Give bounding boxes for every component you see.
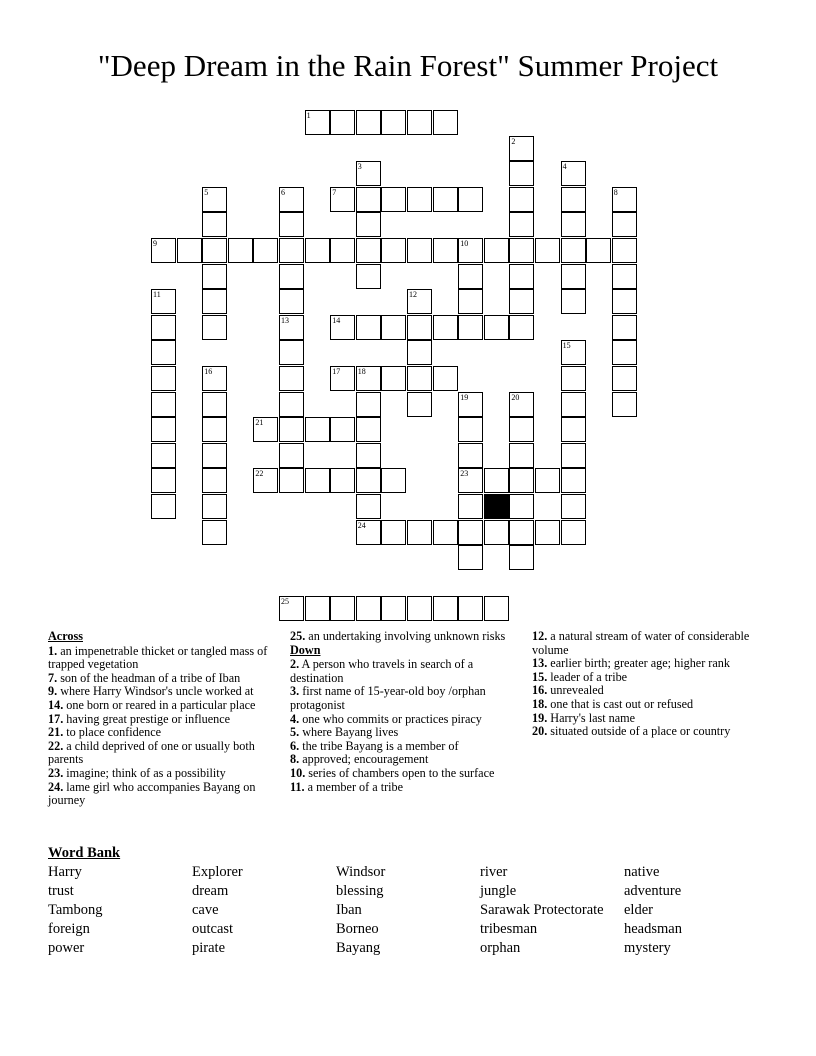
grid-cell[interactable] [356, 520, 381, 545]
clue-number: 15 [562, 341, 571, 351]
grid-cell[interactable] [279, 417, 304, 442]
clue-item-text: to place confidence [63, 725, 162, 740]
clue-item [290, 658, 518, 685]
clue-number: 17 [332, 367, 341, 376]
grid-cell[interactable] [509, 468, 534, 493]
grid-cell[interactable] [330, 315, 355, 340]
grid-cell[interactable] [612, 315, 637, 340]
grid-cell[interactable] [381, 315, 406, 340]
grid-cell[interactable] [561, 417, 586, 442]
grid-cell[interactable] [612, 340, 637, 365]
grid-cell[interactable] [561, 443, 586, 468]
clue-item-number: 5. [290, 725, 300, 740]
clue-item-number: 21. [48, 725, 64, 740]
grid-cell[interactable] [253, 417, 278, 442]
grid-cell[interactable] [305, 417, 330, 442]
grid-cell[interactable] [407, 187, 432, 212]
clue-item [48, 767, 276, 781]
clue-number: 1 [306, 111, 311, 120]
clue-number: 3 [357, 162, 362, 172]
grid-cell[interactable] [202, 468, 227, 493]
grid-cell[interactable] [202, 315, 227, 340]
clue-item-number: 9. [48, 684, 58, 699]
clue-item-number: 7. [48, 670, 58, 685]
word-bank-word: river [480, 864, 508, 880]
grid-cell[interactable] [202, 417, 227, 442]
grid-cell[interactable] [612, 238, 637, 263]
grid-cell[interactable] [433, 187, 458, 212]
word-bank-title: Word Bank [48, 845, 121, 861]
clue-item-text: one who commits or practices piracy [299, 711, 482, 726]
grid-cell[interactable] [407, 340, 432, 365]
grid-cell[interactable] [305, 468, 330, 493]
clue-item [532, 671, 760, 685]
clue-item-text: Harry's last name [547, 710, 636, 725]
grid-cell[interactable] [458, 443, 483, 468]
grid-cell[interactable] [151, 366, 176, 391]
grid-cell[interactable] [279, 212, 304, 237]
clue-number: 10 [460, 239, 469, 248]
grid-cell[interactable] [509, 494, 534, 519]
grid-cell[interactable] [535, 520, 560, 545]
clue-item [290, 781, 518, 795]
grid-cell[interactable] [458, 545, 483, 570]
grid-cell[interactable] [330, 110, 355, 135]
clue-item [48, 685, 276, 699]
word-bank-word: Explorer [192, 864, 243, 880]
grid-cell[interactable] [330, 366, 355, 391]
grid-cell[interactable] [202, 289, 227, 314]
clue-number: 4 [562, 162, 567, 172]
grid-cell[interactable] [509, 136, 534, 161]
clue-item-number: 4. [290, 711, 300, 726]
grid-cell[interactable] [330, 187, 355, 212]
clues-column-3 [532, 630, 760, 739]
clue-item-number: 23. [48, 765, 64, 780]
word-bank-word: Borneo [336, 921, 379, 937]
grid-cell[interactable] [381, 110, 406, 135]
grid-cell[interactable] [202, 212, 227, 237]
clue-item-number: 25. [290, 629, 306, 643]
clue-item-number: 16. [532, 683, 548, 698]
clue-item-text: a natural stream of water of considerable volume [532, 629, 750, 657]
grid-cell[interactable] [612, 212, 637, 237]
grid-cell[interactable] [279, 315, 304, 340]
clue-number: 14 [332, 315, 341, 325]
clue-item-number: 6. [290, 738, 300, 753]
word-bank-word: Harry [48, 864, 82, 880]
grid-cell[interactable] [509, 520, 534, 545]
grid-cell[interactable] [330, 596, 355, 621]
clue-item-text: lame girl who accompanies Bayang on journey [48, 779, 256, 808]
clue-number: 8 [613, 187, 618, 197]
grid-cell[interactable] [356, 443, 381, 468]
grid-cell[interactable] [433, 596, 458, 621]
clue-item [48, 781, 276, 808]
clue-item [290, 685, 518, 712]
clue-number: 9 [153, 239, 157, 248]
clues-column-2 [290, 630, 518, 794]
grid-cell[interactable] [151, 443, 176, 468]
clue-item [290, 740, 518, 754]
grid-cell[interactable] [356, 212, 381, 237]
grid-cell[interactable] [561, 340, 586, 365]
word-bank-word: Iban [336, 902, 362, 918]
grid-cell[interactable] [407, 110, 432, 135]
clue-item-number: 22. [48, 738, 64, 753]
clue-item [532, 712, 760, 726]
grid-cell[interactable] [433, 315, 458, 340]
clue-item-number: 19. [532, 710, 548, 725]
clue-item-text: an impenetrable thicket or tangled mass of trapped vegetation [48, 643, 268, 672]
grid-cell[interactable] [330, 238, 355, 263]
clue-item-text: earlier birth; greater age; higher rank [547, 656, 730, 671]
clue-item-text: the tribe Bayang is a member of [299, 738, 459, 753]
grid-cell[interactable] [407, 596, 432, 621]
grid-cell[interactable] [612, 187, 637, 212]
grid-cell[interactable] [509, 289, 534, 314]
word-bank-word: power [48, 940, 85, 956]
grid-cell[interactable] [561, 161, 586, 186]
grid-cell[interactable] [561, 264, 586, 289]
clue-item-number: 2. [290, 657, 300, 672]
grid-cell[interactable] [330, 417, 355, 442]
clue-item-number: 12. [532, 629, 548, 643]
grid-cell[interactable] [330, 468, 355, 493]
clue-item-number: 20. [532, 724, 548, 739]
grid-cell[interactable] [561, 187, 586, 212]
grid-cell[interactable] [202, 238, 227, 263]
clue-item [532, 657, 760, 671]
clue-item [48, 699, 276, 713]
clue-number: 22 [255, 469, 264, 479]
grid-cell[interactable] [509, 443, 534, 468]
grid-cell[interactable] [202, 520, 227, 545]
grid-cell[interactable] [407, 289, 432, 314]
grid-cell[interactable] [279, 264, 304, 289]
grid-cell[interactable] [356, 596, 381, 621]
grid-cell[interactable] [202, 443, 227, 468]
word-bank-word: Sarawak Protectorate [480, 902, 604, 918]
grid-cell[interactable] [356, 468, 381, 493]
grid-cell[interactable] [561, 468, 586, 493]
clue-number: 2 [511, 136, 516, 146]
grid-cell[interactable] [407, 392, 432, 417]
grid-cell[interactable] [433, 110, 458, 135]
word-bank-word: dream [192, 883, 229, 899]
grid-cell[interactable] [381, 468, 406, 493]
word-bank-word: adventure [624, 883, 682, 899]
grid-cell[interactable] [509, 187, 534, 212]
clue-number: 24 [357, 520, 366, 530]
grid-cell[interactable] [356, 161, 381, 186]
grid-cell[interactable] [151, 340, 176, 365]
grid-cell[interactable] [407, 315, 432, 340]
clue-item-text: one born or reared in a particular place [63, 697, 256, 712]
grid-cell[interactable] [407, 520, 432, 545]
grid-cell[interactable] [561, 366, 586, 391]
clue-item-text: series of chambers open to the surface [305, 765, 495, 780]
word-bank-word: trust [48, 883, 74, 899]
grid-cell[interactable] [228, 238, 253, 263]
grid-cell[interactable] [356, 264, 381, 289]
clue-number: 11 [153, 290, 161, 300]
grid-cell[interactable] [253, 238, 278, 263]
grid-cell[interactable] [381, 596, 406, 621]
grid-cell[interactable] [458, 392, 483, 417]
grid-cell[interactable] [509, 264, 534, 289]
grid-cell[interactable] [509, 161, 534, 186]
grid-cell[interactable] [458, 238, 483, 263]
clue-item-number: 3. [290, 684, 300, 699]
clue-item-number: 10. [290, 765, 306, 780]
grid-cell[interactable] [177, 238, 202, 263]
grid-cell[interactable] [458, 289, 483, 314]
grid-cell[interactable] [458, 468, 483, 493]
clue-item-number: 8. [290, 752, 300, 767]
clue-item [532, 698, 760, 712]
clue-item-number: 13. [532, 656, 548, 671]
grid-cell[interactable] [202, 187, 227, 212]
grid-cell[interactable] [279, 392, 304, 417]
grid-cell[interactable] [484, 596, 509, 621]
word-bank-word: pirate [192, 940, 226, 956]
grid-cell[interactable] [612, 264, 637, 289]
grid-cell[interactable] [458, 596, 483, 621]
grid-cell[interactable] [253, 468, 278, 493]
clues-column-1 [48, 630, 276, 808]
word-bank-word: orphan [480, 940, 521, 956]
grid-cell[interactable] [484, 520, 509, 545]
clue-item [532, 725, 760, 739]
word-bank-word: cave [192, 902, 219, 918]
grid-cell[interactable] [356, 392, 381, 417]
grid-cell[interactable] [279, 238, 304, 263]
grid-cell[interactable] [356, 494, 381, 519]
grid-cell[interactable] [433, 366, 458, 391]
word-bank-word: jungle [480, 883, 517, 899]
grid-cell[interactable] [561, 494, 586, 519]
grid-cell[interactable] [279, 366, 304, 391]
clue-item-text: unrevealed [547, 683, 604, 698]
clue-number: 19 [460, 392, 469, 402]
grid-cell[interactable] [151, 417, 176, 442]
grid-cell[interactable] [561, 392, 586, 417]
clue-item [532, 630, 760, 657]
grid-cell[interactable] [433, 238, 458, 263]
grid-cell[interactable] [151, 315, 176, 340]
grid-cell[interactable] [381, 238, 406, 263]
clue-item [48, 740, 276, 767]
grid-cell[interactable] [458, 187, 483, 212]
black-square [484, 494, 509, 519]
grid-cell[interactable] [509, 315, 534, 340]
word-bank-word: elder [624, 902, 653, 918]
clue-item-text: approved; encouragement [299, 752, 429, 767]
grid-cell[interactable] [202, 494, 227, 519]
word-bank-word: outcast [192, 921, 234, 937]
grid-cell[interactable] [305, 596, 330, 621]
clue-item-number: 15. [532, 669, 548, 684]
grid-cell[interactable] [484, 468, 509, 493]
grid-cell[interactable] [279, 468, 304, 493]
clue-item-number: 17. [48, 711, 64, 726]
clue-item [290, 753, 518, 767]
grid-cell[interactable] [484, 238, 509, 263]
clue-item [290, 726, 518, 740]
grid-cell[interactable] [151, 392, 176, 417]
grid-cell[interactable] [458, 417, 483, 442]
grid-cell[interactable] [535, 238, 560, 263]
clue-number: 18 [357, 367, 366, 376]
grid-cell[interactable] [612, 289, 637, 314]
clue-item-text: having great prestige or influence [63, 711, 231, 726]
grid-cell[interactable] [151, 238, 176, 263]
clue-number: 7 [332, 187, 337, 197]
clue-item-number: 11. [290, 779, 305, 794]
grid-cell[interactable] [561, 238, 586, 263]
grid-cell[interactable] [305, 110, 330, 135]
grid-cell[interactable] [509, 392, 534, 417]
word-bank-word: blessing [336, 883, 384, 899]
grid-cell[interactable] [356, 187, 381, 212]
word-bank-word: tribesman [480, 921, 538, 937]
clue-item-number: 24. [48, 779, 64, 794]
grid-cell[interactable] [407, 366, 432, 391]
grid-cell[interactable] [151, 289, 176, 314]
grid-cell[interactable] [356, 110, 381, 135]
clue-number: 16 [204, 367, 213, 376]
grid-cell[interactable] [356, 238, 381, 263]
clue-item [48, 713, 276, 727]
grid-cell[interactable] [202, 264, 227, 289]
grid-cell[interactable] [356, 366, 381, 391]
down-heading: Down [290, 642, 321, 657]
clue-number: 20 [511, 392, 520, 402]
grid-cell[interactable] [509, 545, 534, 570]
clue-item-text: an undertaking involving unknown risks [305, 629, 506, 643]
clue-item-text: where Bayang lives [299, 725, 399, 740]
grid-cell[interactable] [202, 392, 227, 417]
grid-cell[interactable] [381, 187, 406, 212]
grid-cell[interactable] [612, 392, 637, 417]
grid-cell[interactable] [356, 417, 381, 442]
clue-item [48, 726, 276, 740]
grid-cell[interactable] [279, 187, 304, 212]
clue-item [290, 630, 518, 644]
grid-cell[interactable] [279, 596, 304, 621]
clue-number: 12 [409, 290, 417, 300]
grid-cell[interactable] [433, 520, 458, 545]
clue-item-text: first name of 15-year-old boy /orphan protagonist [290, 684, 486, 712]
grid-cell[interactable] [509, 417, 534, 442]
clue-item-number: 1. [48, 643, 58, 658]
clue-item [532, 684, 760, 698]
grid-cell[interactable] [458, 315, 483, 340]
grid-cell[interactable] [381, 366, 406, 391]
grid-cell[interactable] [381, 520, 406, 545]
grid-cell[interactable] [484, 315, 509, 340]
clue-item [48, 672, 276, 686]
word-bank-word: mystery [624, 940, 671, 956]
clue-item-number: 14. [48, 697, 64, 712]
grid-cell[interactable] [561, 520, 586, 545]
clue-item-text: a child deprived of one or usually both parents [48, 738, 255, 767]
clue-item-text: leader of a tribe [547, 669, 628, 684]
grid-cell[interactable] [535, 468, 560, 493]
word-bank-word: Windsor [336, 864, 386, 880]
clue-item-text: A person who travels in search of a destination [290, 657, 474, 685]
clue-item-text: where Harry Windsor's uncle worked at [57, 684, 254, 699]
clue-item [290, 767, 518, 781]
grid-cell[interactable] [561, 212, 586, 237]
grid-cell[interactable] [458, 520, 483, 545]
grid-cell[interactable] [407, 238, 432, 263]
clue-number: 5 [204, 187, 209, 197]
page-title: "Deep Dream in the Rain Forest" Summer Project [97, 48, 719, 83]
across-heading: Across [48, 629, 83, 643]
grid-cell[interactable] [458, 494, 483, 519]
clue-number: 6 [281, 187, 285, 197]
clue-number: 13 [281, 315, 289, 325]
grid-cell[interactable] [279, 289, 304, 314]
clue-item-number: 18. [532, 696, 548, 711]
grid-cell[interactable] [151, 468, 176, 493]
grid-cell[interactable] [458, 264, 483, 289]
clue-number: 25 [281, 597, 289, 607]
grid-cell[interactable] [305, 238, 330, 263]
grid-cell[interactable] [279, 443, 304, 468]
grid-cell[interactable] [202, 366, 227, 391]
clue-item-text: situated outside of a place or country [547, 724, 731, 739]
word-bank-word: native [624, 864, 660, 880]
clue-item-text: son of the headman of a tribe of Iban [57, 670, 241, 685]
grid-cell[interactable] [586, 238, 611, 263]
grid-cell[interactable] [509, 212, 534, 237]
clue-item-text: imagine; think of as a possibility [63, 765, 226, 780]
grid-cell[interactable] [509, 238, 534, 263]
clue-item [290, 713, 518, 727]
word-bank-word: Tambong [48, 902, 103, 918]
clue-item-text: a member of a tribe [304, 779, 404, 794]
word-bank-word: Bayang [336, 940, 381, 956]
clue-number: 21 [255, 418, 264, 428]
grid-cell[interactable] [356, 315, 381, 340]
grid-cell[interactable] [612, 366, 637, 391]
grid-cell[interactable] [561, 289, 586, 314]
grid-cell[interactable] [279, 340, 304, 365]
clue-number: 23 [460, 469, 469, 479]
word-bank-word: headsman [624, 921, 682, 937]
grid-cell[interactable] [151, 494, 176, 519]
clue-item-text: one that is cast out or refused [547, 696, 694, 711]
word-bank-word: foreign [48, 921, 90, 937]
clue-item [48, 645, 276, 672]
